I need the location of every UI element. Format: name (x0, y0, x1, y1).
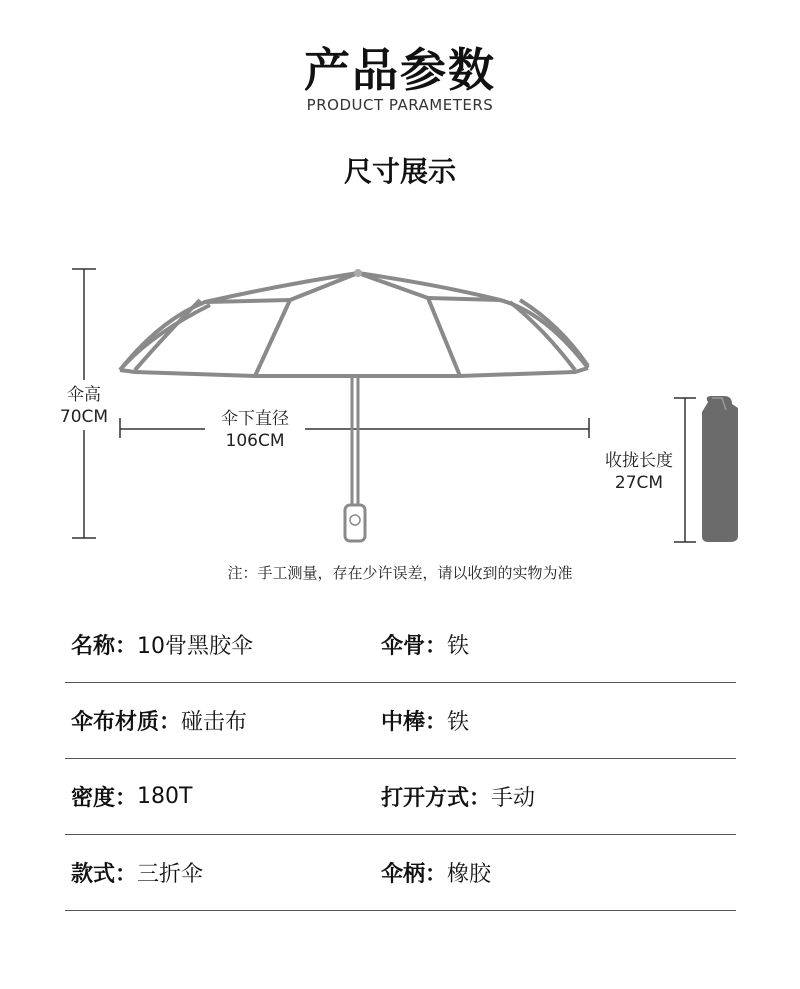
spec-cell (381, 607, 469, 681)
spec-cell (381, 835, 491, 909)
folded-label-group (596, 450, 682, 494)
spec-cell (71, 683, 247, 757)
measurement-note: 注：手工测量，存在少许误差，请以收到的实物为准 (227, 564, 573, 582)
spec-value: 三折伞 (137, 861, 204, 887)
spec-key: 款式： (71, 861, 138, 887)
spec-value: 铁 (447, 633, 470, 659)
page-subtitle: PRODUCT PARAMETERS (306, 96, 494, 114)
spec-value: 180T (137, 783, 193, 809)
height-value: 70CM (59, 407, 109, 427)
spec-key: 伞布材质： (71, 709, 182, 735)
spec-key: 伞骨： (381, 633, 448, 659)
page-title: 产品参数 (304, 43, 496, 97)
folded-label: 收拢长度 (605, 451, 673, 471)
height-label: 伞高 (67, 385, 101, 405)
spec-cell (71, 835, 203, 909)
umbrella-tip (354, 269, 362, 277)
spec-row (65, 759, 736, 835)
spec-key: 中棒： (381, 709, 448, 735)
spec-row (65, 683, 736, 759)
folded-value: 27CM (614, 473, 664, 493)
umbrella-canopy (120, 273, 588, 376)
spec-value: 10骨黑胶伞 (137, 633, 254, 659)
spec-cell (381, 759, 535, 833)
umbrella-shaft (352, 376, 358, 505)
spec-cell (71, 759, 192, 833)
spec-row (65, 835, 736, 911)
umbrella-handle (345, 505, 365, 541)
spec-value: 橡胶 (447, 861, 492, 887)
diameter-dimension-line (120, 418, 589, 438)
spec-row (65, 607, 736, 683)
spec-value: 碰击布 (181, 709, 248, 735)
diameter-label: 伞下直径 (221, 409, 289, 429)
diameter-label-group (210, 408, 300, 452)
spec-key: 密度： (71, 785, 138, 811)
spec-key: 伞柄： (381, 861, 448, 887)
folded-umbrella (702, 396, 738, 542)
height-label-group (52, 384, 116, 428)
spec-cell (381, 683, 469, 757)
diameter-value: 106CM (225, 431, 285, 451)
section-title: 尺寸展示 (343, 155, 456, 188)
spec-value: 手动 (491, 785, 536, 811)
spec-key: 打开方式： (381, 785, 492, 811)
spec-cell (71, 607, 253, 681)
spec-key: 名称： (71, 633, 138, 659)
spec-value: 铁 (447, 709, 470, 735)
